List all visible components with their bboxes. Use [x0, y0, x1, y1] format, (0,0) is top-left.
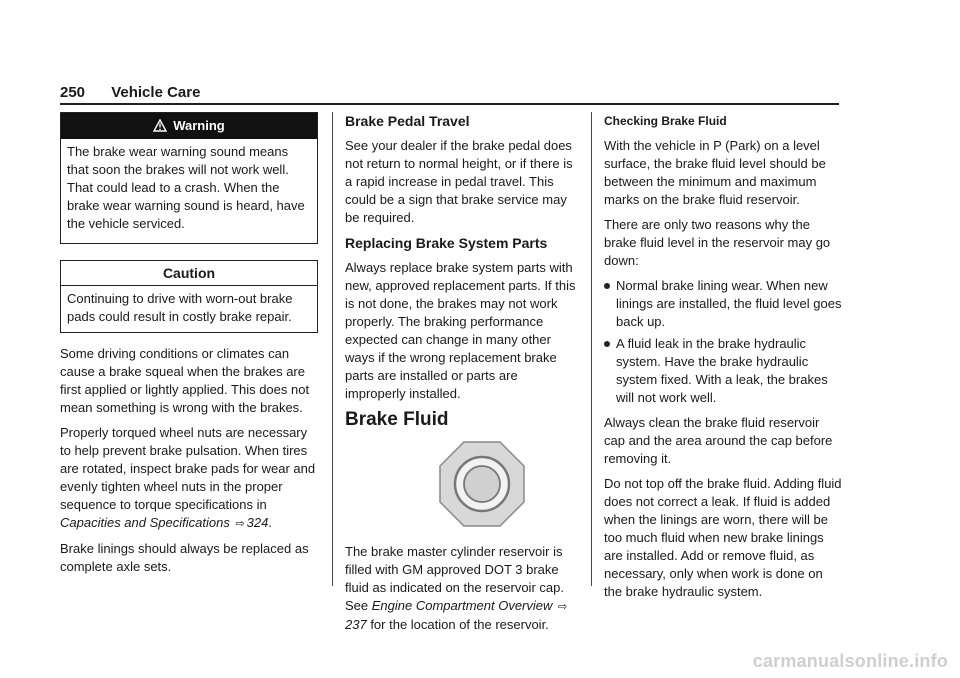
- replace-heading: Replacing Brake System Parts: [345, 235, 548, 251]
- warning-text: The brake wear warning sound means that soon the brakes will not work well. That could lead to a crash. When the brake wear warning sound is heard, have the vehicle serviced.: [67, 144, 305, 231]
- warning-box: [60, 112, 318, 244]
- capacities-link[interactable]: Capacities and Specifications: [60, 515, 230, 530]
- header-rule: [60, 103, 839, 105]
- fluid-text: The brake master cylinder reservoir is filled with GM approved DOT 3 brake fluid as indicated on the reservoir cap. See: [345, 544, 564, 613]
- watermark: carmanualsonline.info: [752, 651, 948, 671]
- warning-title: Warning: [173, 118, 225, 133]
- bullet-icon: [604, 341, 610, 347]
- reasons-list: [604, 277, 842, 407]
- capacities-page[interactable]: 324: [246, 515, 269, 530]
- squeal-paragraph: Some driving conditions or climates can cause a brake squeal when the brakes are first applied or lightly applied. This does not mean something is wrong with the brakes.: [60, 346, 310, 415]
- fluid-paragraph: [345, 543, 577, 634]
- page-number: 250: [60, 84, 86, 101]
- bullet-text: A fluid leak in the brake hydraulic system. Have the brake hydraulic system fixed. With a leak, the brakes will not work well.: [616, 336, 828, 405]
- brake-fluid-heading: Brake Fluid: [345, 409, 449, 430]
- bullet-text: Normal brake lining wear. When new linings are installed, the fluid level goes back up.: [616, 278, 842, 329]
- brake-fluid-cap-icon: [437, 439, 527, 529]
- reasons-paragraph: There are only two reasons why the brake fluid level in the reservoir may go down:: [604, 217, 831, 268]
- check-paragraph: With the vehicle in P (Park) on a level surface, the brake fluid level should be between the minimum and maximum marks on the brake fluid reservoir.: [604, 138, 826, 207]
- page-ref-icon: ⇨: [235, 518, 245, 530]
- column-3: [604, 112, 842, 608]
- topoff-paragraph: Do not top off the brake fluid. Adding fluid does not correct a leak. If fluid is added when the linings are worn, there will be too much fluid when new brake linings are installed. Add or remove fluid, as necessary, only when work is done on the brake hydraulic system.: [604, 476, 842, 599]
- column-2: [345, 112, 577, 641]
- check-heading: Checking Brake Fluid: [604, 114, 727, 128]
- warning-header: [61, 113, 317, 139]
- wheel-nut-text: Properly torqued wheel nuts are necessary to help prevent brake pulsation. When tires are rotated, inspect brake pads for wear and evenly tighten wheel nuts in the proper sequence to torque specifications in: [60, 425, 316, 512]
- column-divider-2: [591, 112, 592, 586]
- bullet-icon: [604, 283, 610, 289]
- warning-triangle-icon: [153, 119, 167, 132]
- page-header: [60, 84, 200, 101]
- column-divider-1: [332, 112, 333, 586]
- list-item: [604, 277, 842, 331]
- page-ref-icon: ⇨: [558, 601, 568, 613]
- period: .: [268, 515, 272, 530]
- replace-paragraph: Always replace brake system parts with new, approved replacement parts. If this is not done, the brakes may not work properly. The braking performance expected can change in many other ways if the wrong replacement brake parts are installed or parts are improperly installed.: [345, 260, 576, 401]
- caution-box: [60, 260, 318, 333]
- pedal-heading: Brake Pedal Travel: [345, 113, 470, 129]
- caution-text: Continuing to drive with worn-out brake pads could result in costly brake repair.: [67, 291, 293, 324]
- engine-overview-link[interactable]: Engine Compartment Overview: [371, 598, 553, 613]
- column-1: [60, 112, 318, 583]
- wheel-nut-paragraph: [60, 424, 318, 533]
- section-title: Vehicle Care: [111, 84, 201, 101]
- fluid-end-text: for the location of the reservoir.: [366, 617, 549, 632]
- list-item: [604, 335, 842, 407]
- pedal-paragraph: See your dealer if the brake pedal does not return to normal height, or if there is a rapid increase in pedal travel. This could be a sign that brake service may be required.: [345, 138, 573, 225]
- caution-title: Caution: [61, 261, 317, 286]
- linings-paragraph: Brake linings should always be replaced as complete axle sets.: [60, 541, 309, 574]
- engine-overview-page[interactable]: 237: [345, 617, 367, 632]
- clean-paragraph: Always clean the brake fluid reservoir cap and the area around the cap before removing it.: [604, 415, 833, 466]
